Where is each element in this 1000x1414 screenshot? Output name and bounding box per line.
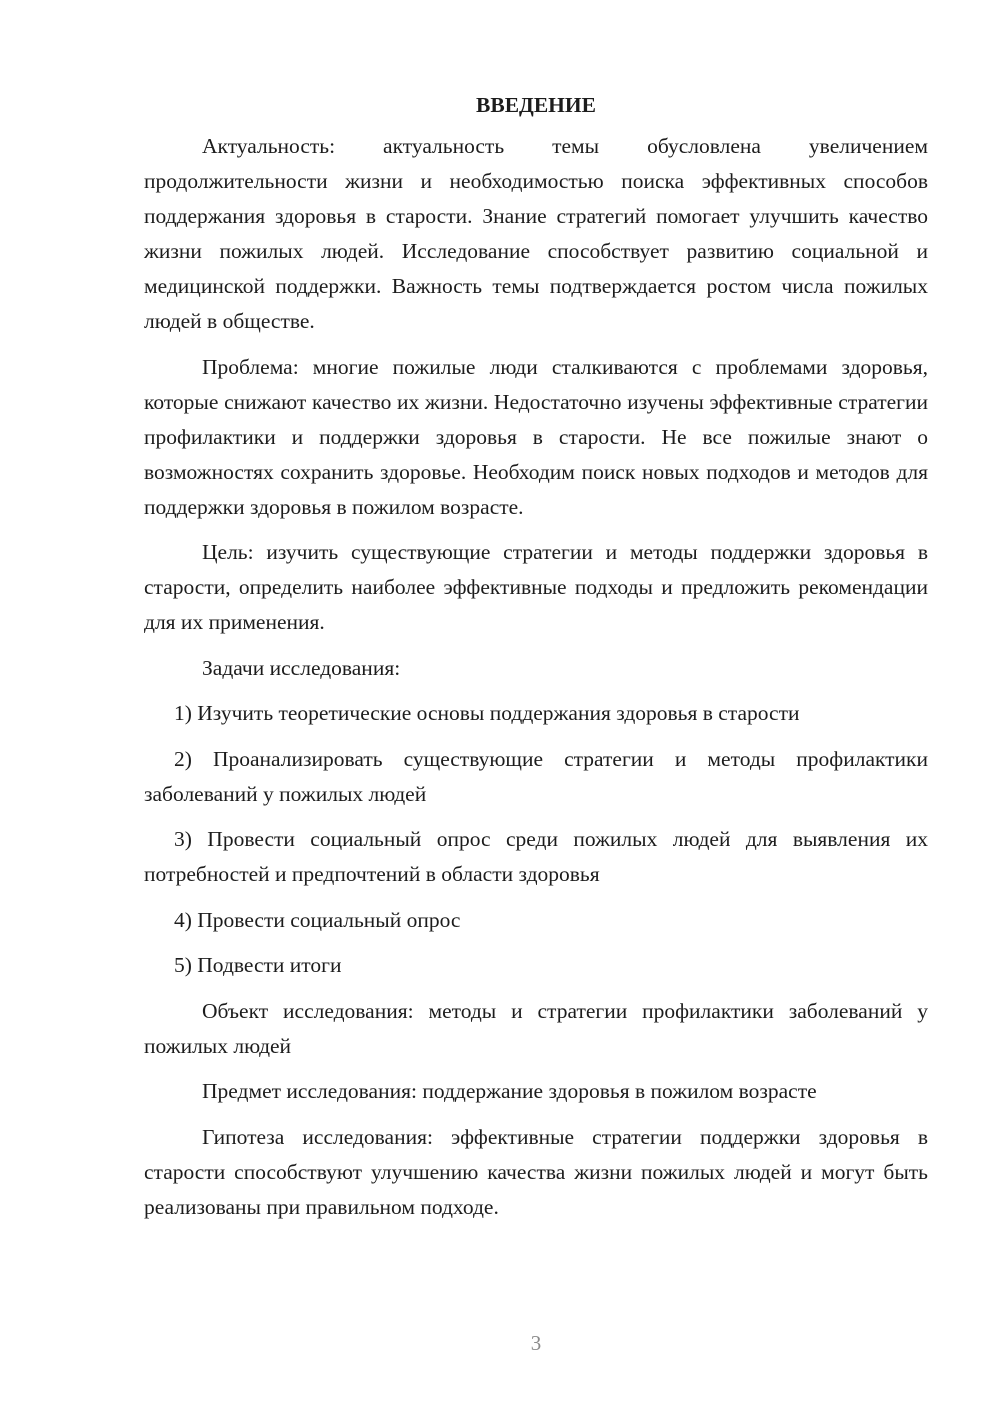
task-item-2: 2) Проанализировать существующие стратегии и методы профилактики заболеваний у пожилых людей bbox=[144, 746, 928, 806]
task-item-4: 4) Провести социальный опрос bbox=[174, 907, 461, 932]
paragraph-problem: Проблема: многие пожилые люди сталкиваются с проблемами здоровья, которые снижают качество их жизни. Недостаточно изучены эффективные стратегии профилактики и поддержки здоровья в старости. Не все пожилые знают о возможностях сохранить здоровье. Необходим поиск новых подходов и методов для поддержки здоровья в пожилом возрасте. bbox=[144, 354, 928, 519]
paragraph-relevance: Актуальность: актуальность темы обусловлена увеличением продолжительности жизни и необходимостью поиска эффективных способов поддержания здоровья в старости. Знание стратегий помогает улучшить качество жизни пожилых людей. Исследование способствует развитию социальной и медицинской поддержки. Важность темы подтверждается ростом числа пожилых людей в обществе. bbox=[144, 134, 928, 333]
paragraph-object: Объект исследования: методы и стратегии профилактики заболеваний у пожилых людей bbox=[144, 998, 928, 1058]
task-item-1: 1) Изучить теоретические основы поддержания здоровья в старости bbox=[174, 701, 800, 725]
document-body bbox=[144, 88, 928, 1235]
task-item-5: 5) Подвести итоги bbox=[174, 953, 342, 977]
paragraph-hypothesis: Гипотеза исследования: эффективные стратегии поддержки здоровья в старости способствуют улучшению качества жизни пожилых людей и могут быть реализованы при правильном подходе. bbox=[144, 1124, 928, 1219]
paragraph-tasks-heading: Задачи исследования: bbox=[202, 655, 401, 680]
paragraph-goal: Цель: изучить существующие стратегии и методы поддержки здоровья в старости, определить наиболее эффективные подходы и предложить рекомендации для их применения. bbox=[144, 540, 928, 634]
task-item-3: 3) Провести социальный опрос среди пожилых людей для выявления их потребностей и предпочтений в области здоровья bbox=[144, 827, 928, 886]
section-title: ВВЕДЕНИЕ bbox=[476, 93, 596, 117]
paragraph-subject: Предмет исследования: поддержание здоровья в пожилом возрасте bbox=[202, 1079, 817, 1103]
page-number: 3 bbox=[530, 1331, 542, 1355]
